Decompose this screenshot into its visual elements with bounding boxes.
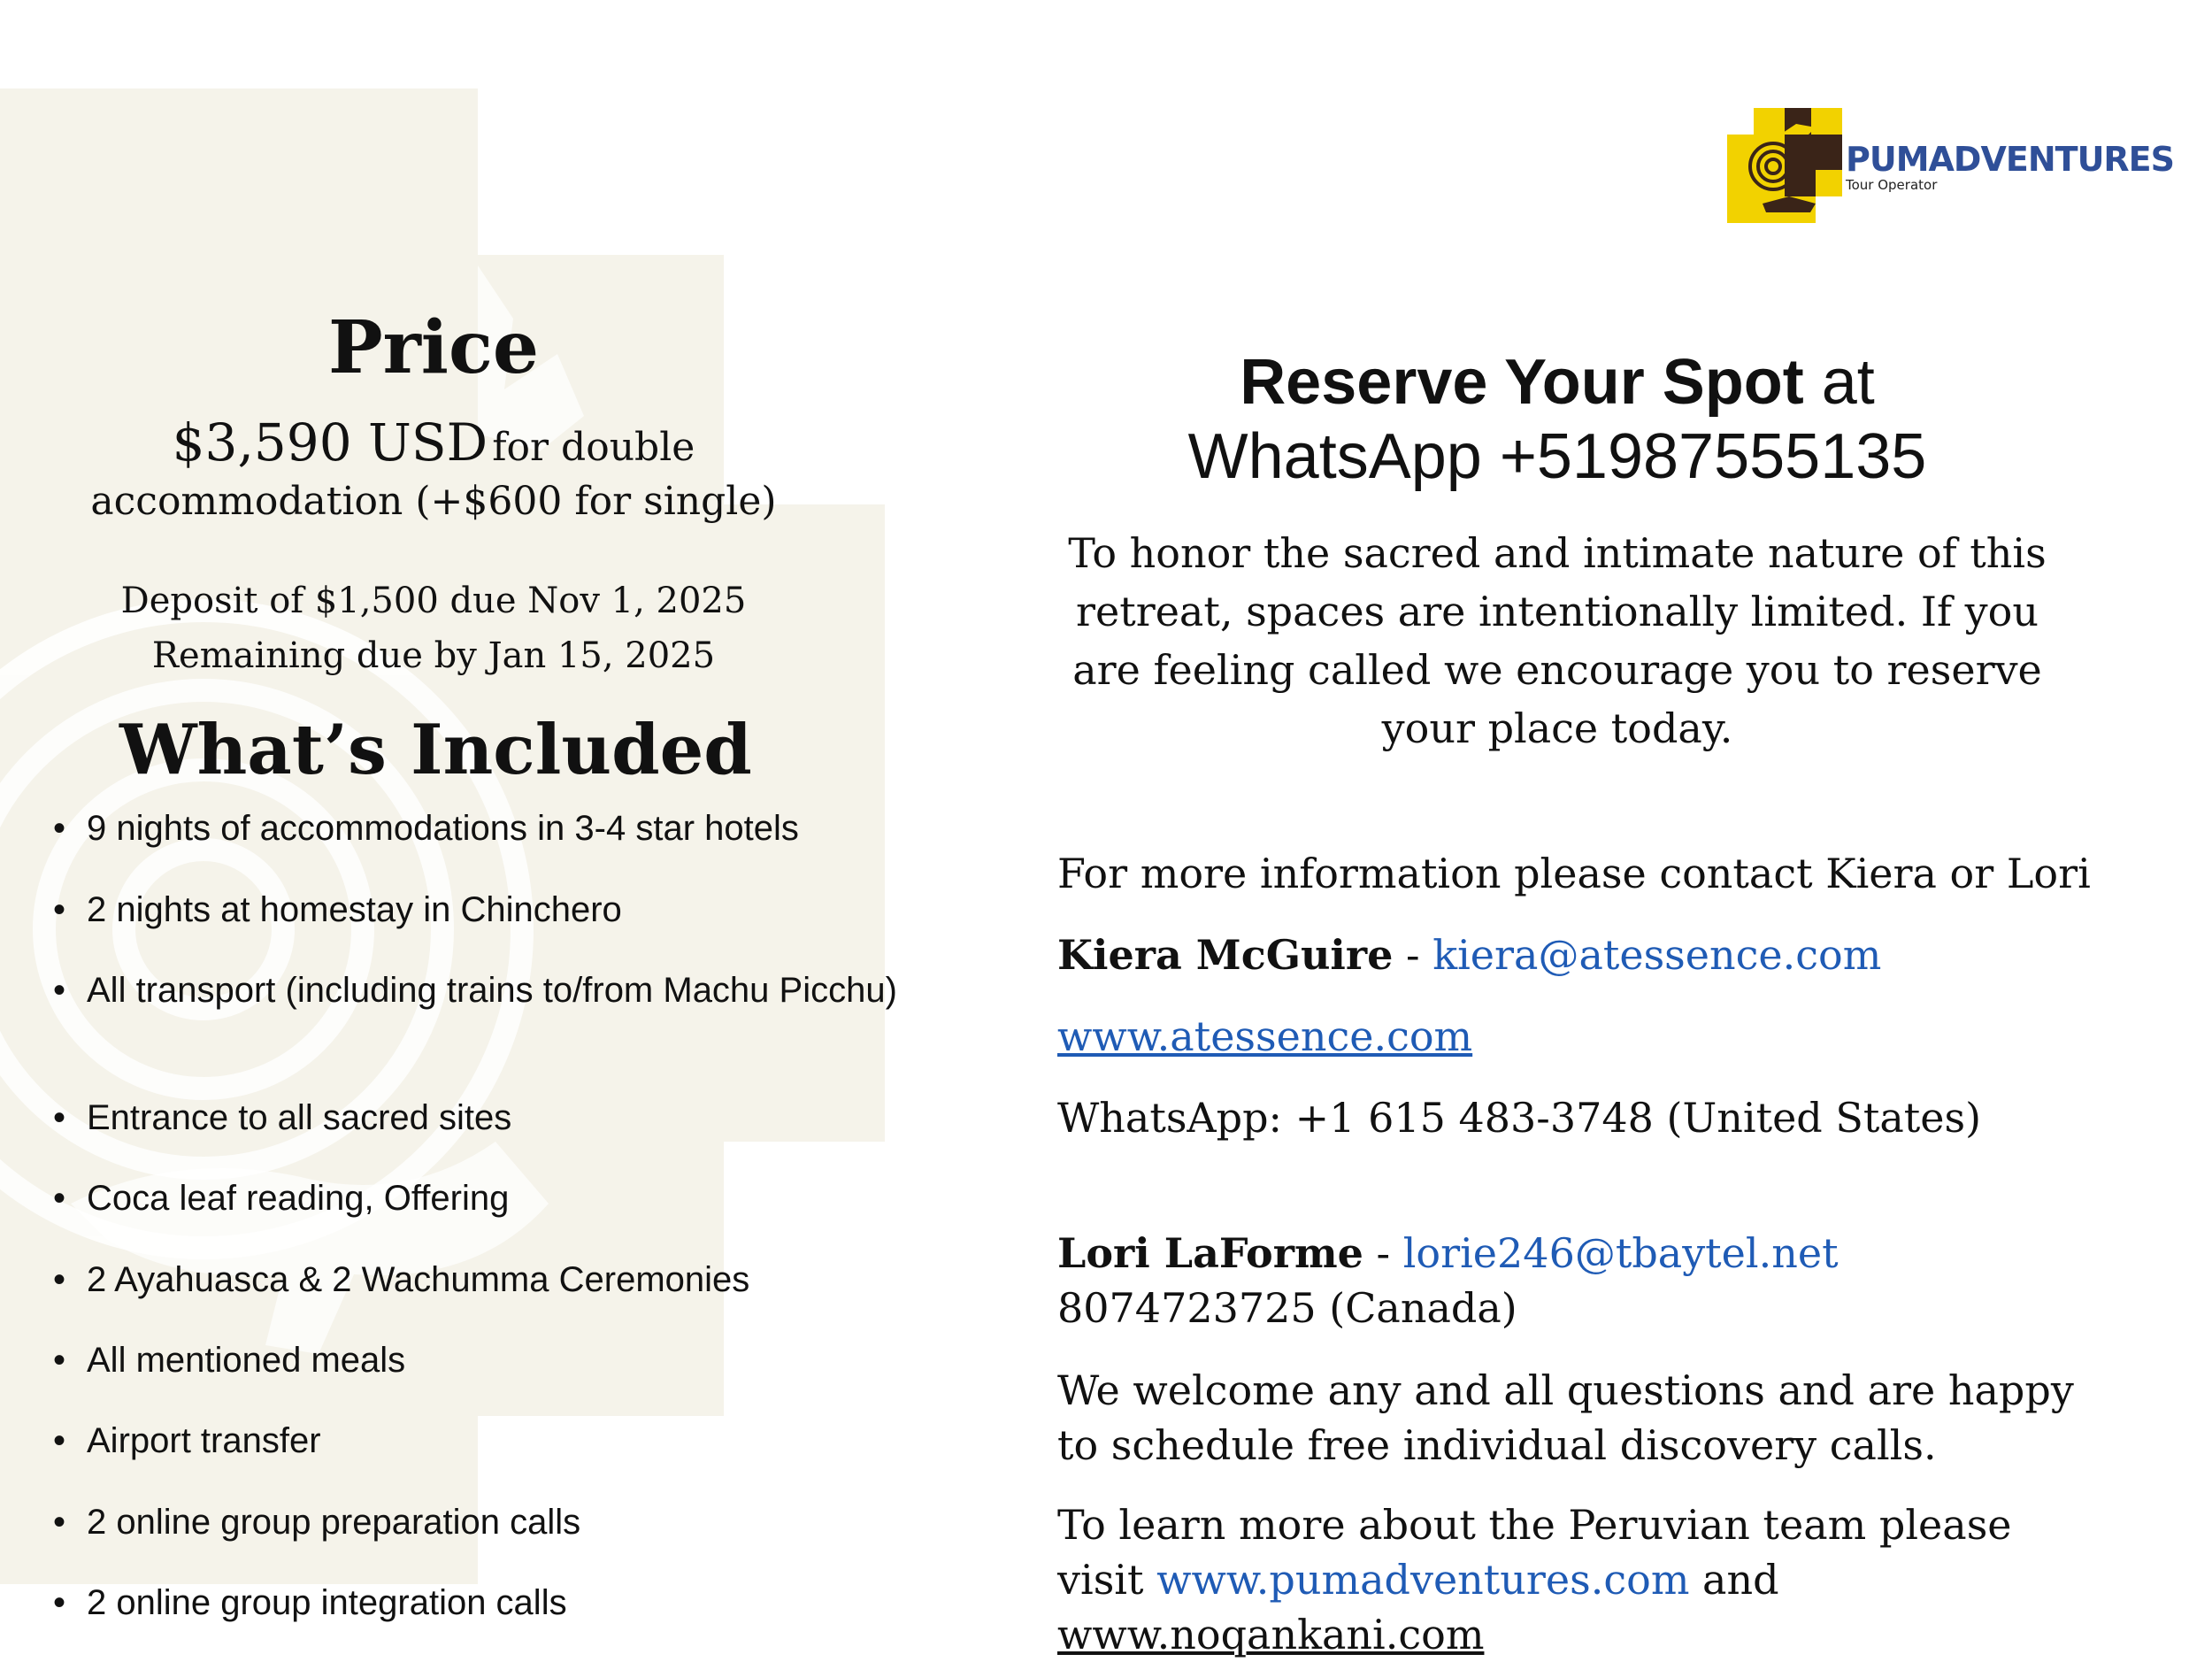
kiera-name: Kiera McGuire bbox=[1057, 931, 1394, 979]
price-amount-line bbox=[80, 414, 787, 484]
price-accommodation-line: accommodation (+$600 for single) bbox=[90, 479, 777, 524]
noqankani-link[interactable]: www.noqankani.com bbox=[1057, 1611, 1485, 1658]
list-item: • Coca leaf reading, Offering bbox=[50, 1175, 509, 1221]
lori-phone: 8074723725 (Canada) bbox=[1057, 1284, 1517, 1332]
kiera-whatsapp: WhatsApp: +1 615 483-3748 (United States) bbox=[1057, 1094, 1982, 1142]
bullet-icon: • bbox=[53, 1098, 66, 1137]
lori-email-link[interactable]: lorie246@tbaytel.net bbox=[1402, 1229, 1839, 1277]
lori-name: Lori LaForme bbox=[1057, 1229, 1363, 1277]
bullet-icon: • bbox=[53, 809, 66, 848]
list-item: • All mentioned meals bbox=[50, 1337, 405, 1383]
bullet-icon: • bbox=[53, 1260, 66, 1299]
list-item: • Airport transfer bbox=[50, 1418, 321, 1464]
bullet-icon: • bbox=[53, 890, 66, 929]
puma-spiral-icon bbox=[1727, 108, 1842, 223]
lori-contact bbox=[1057, 1226, 2101, 1335]
reserve-line1 bbox=[1026, 345, 2088, 419]
reserve-message: To honor the sacred and intimate nature of this retreat, spaces are intentionally limited. If you are feeling called we encourage you to reserve your place today. bbox=[1068, 529, 2047, 752]
list-item: • 9 nights of accommodations in 3-4 star hotels bbox=[50, 805, 799, 851]
deposit-text: Deposit of $1,500 due Nov 1, 2025 bbox=[120, 581, 747, 621]
bullet-icon: • bbox=[53, 1503, 66, 1542]
logo-name: PUMADVENTURES bbox=[1846, 140, 2175, 179]
contact-intro: For more information please contact Kiera or Lori bbox=[1057, 850, 2091, 897]
pumadventures-link[interactable]: www.pumadventures.com bbox=[1156, 1556, 1690, 1604]
kiera-contact bbox=[1057, 927, 2101, 982]
logo-tagline: Tour Operator bbox=[1846, 177, 1938, 193]
price-amount-suffix: for double bbox=[492, 425, 695, 470]
pumadventures-logo bbox=[1727, 108, 2175, 223]
kiera-website bbox=[1057, 1009, 2101, 1064]
payment-schedule bbox=[80, 573, 787, 683]
welcome-text: We welcome any and all questions and are happy to schedule free individual discovery calls. bbox=[1057, 1366, 2074, 1469]
list-item: • All transport (including trains to/from Machu Picchu) bbox=[50, 967, 901, 1013]
bullet-icon: • bbox=[53, 971, 66, 1010]
price-amount: $3,590 USD bbox=[172, 412, 488, 473]
remaining-text: Remaining due by Jan 15, 2025 bbox=[151, 635, 716, 676]
team-text bbox=[1057, 1497, 2101, 1662]
list-item: • 2 Ayahuasca & 2 Wachumma Ceremonies bbox=[50, 1257, 749, 1303]
list-item: • 2 nights at homestay in Chinchero bbox=[50, 887, 622, 933]
team-text-lead: To learn more about the Peruvian team please visit bbox=[1057, 1501, 2012, 1604]
separator: - bbox=[1363, 1229, 1403, 1277]
bullet-icon: • bbox=[53, 1583, 66, 1622]
bullet-icon: • bbox=[53, 1179, 66, 1218]
included-heading: What’s Included bbox=[119, 710, 752, 790]
kiera-email-link[interactable]: kiera@atessence.com bbox=[1432, 931, 1882, 979]
bullet-icon: • bbox=[53, 1421, 66, 1460]
whatsapp-number: WhatsApp +51987555135 bbox=[1187, 421, 1927, 492]
team-and: and bbox=[1689, 1556, 1779, 1604]
reserve-heading bbox=[1026, 345, 2088, 494]
list-item: • 2 online group integration calls bbox=[50, 1580, 567, 1626]
price-heading: Price bbox=[327, 305, 540, 390]
atessence-link[interactable]: www.atessence.com bbox=[1057, 1012, 1473, 1060]
reserve-at: at bbox=[1803, 347, 1875, 418]
reserve-bold: Reserve Your Spot bbox=[1240, 347, 1804, 418]
list-item: • Entrance to all sacred sites bbox=[50, 1095, 511, 1141]
list-item: • 2 online group preparation calls bbox=[50, 1499, 580, 1545]
bullet-icon: • bbox=[53, 1341, 66, 1380]
separator: - bbox=[1393, 931, 1433, 979]
